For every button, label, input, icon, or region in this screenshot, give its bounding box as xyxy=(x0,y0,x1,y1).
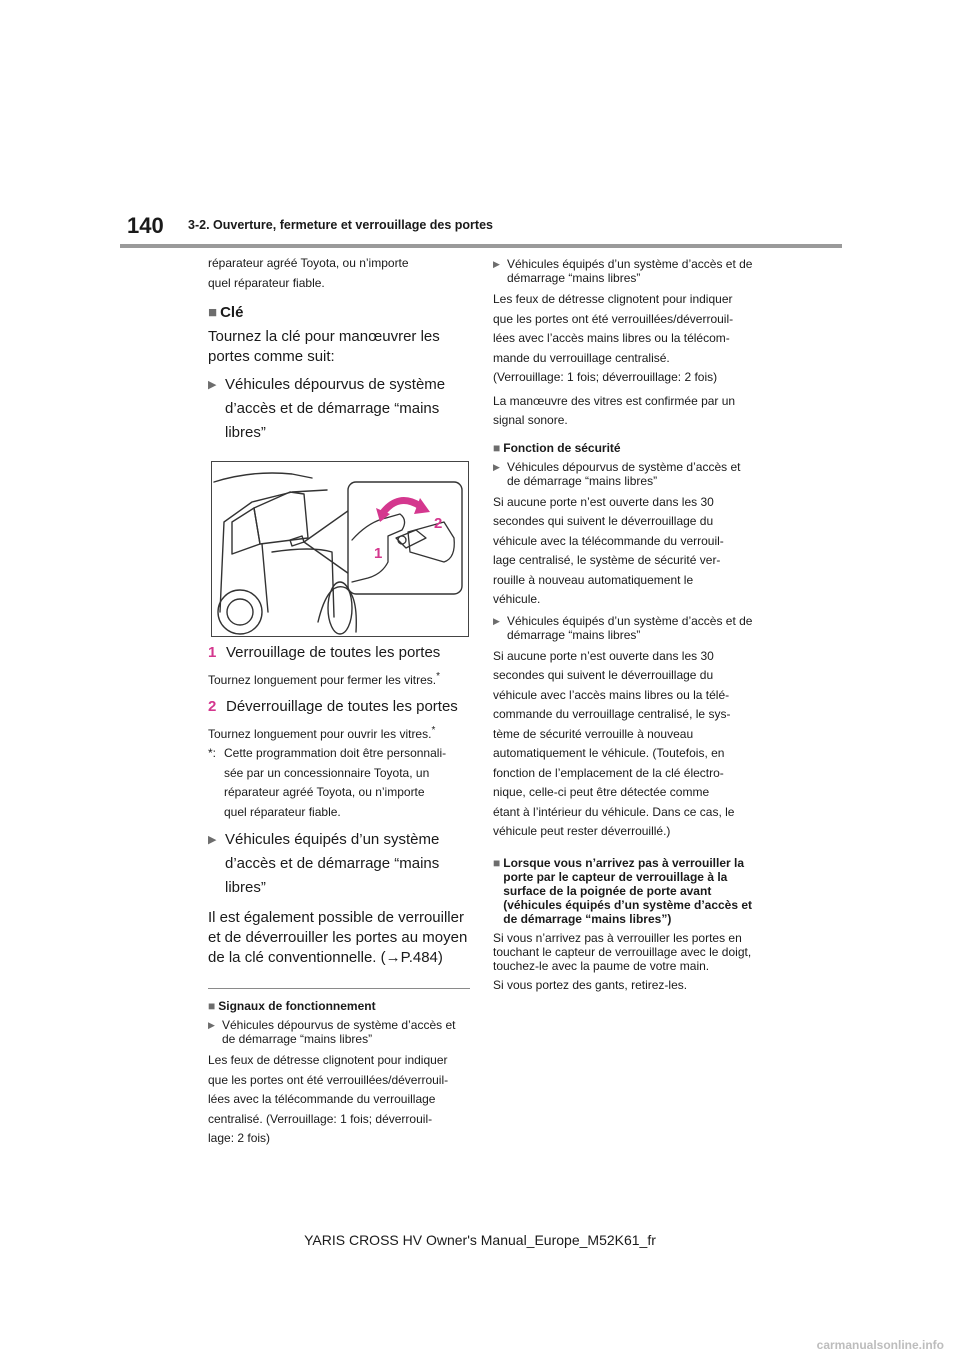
right-bullet-smart-key xyxy=(493,257,753,285)
text-line: commande du verrouillage centralisé, le sys- xyxy=(493,707,731,721)
text-line: lées avec l’accès mains libres ou la télécom- xyxy=(493,331,730,345)
text-line: signal sonore. xyxy=(493,413,568,427)
header-rule xyxy=(120,244,842,248)
intro-line: réparateur agréé Toyota, ou n’importe xyxy=(208,256,409,270)
conventional-key-sentence: Il est également possible de verrouiller et de déverrouiller les portes au moyen de la clé conventionnelle. ( xyxy=(208,909,468,966)
right-column xyxy=(493,254,753,997)
item-number: 1 xyxy=(208,644,217,661)
item-unlock xyxy=(208,697,470,717)
lorsque-heading xyxy=(493,856,753,926)
bullet-text: Véhicules équipés d’un système d’accès et de démarrage “mains libres” xyxy=(225,831,440,896)
door-seam xyxy=(262,544,268,612)
text-line: étant à l’intérieur du véhicule. Dans ce cas, le xyxy=(493,804,735,819)
footnote-line: réparateur agréé Toyota, ou n’importe xyxy=(224,785,425,799)
lorsque-heading-text: Lorsque vous n’arrivez pas à verrouiller la porte par le capteur de verrouillage à la surface de la poignée de porte avant (véhicules équipés d’un système d’accès et de démarrage “mains libres”) xyxy=(503,855,753,926)
item-number: 2 xyxy=(208,697,217,715)
footnote-text xyxy=(224,744,446,822)
bullet-text: Véhicules dépourvus de système d’accès et de démarrage “mains libres” xyxy=(225,376,446,441)
triangle-bullet-icon: ▶ xyxy=(208,1020,215,1030)
securite-text-1 xyxy=(493,493,753,610)
footnote xyxy=(208,744,470,822)
text-line: lage centralisé, le système de sécurité ver- xyxy=(493,553,721,567)
text-line: que les portes ont été verrouillées/déverrouil- xyxy=(208,1072,449,1087)
door-handle xyxy=(290,536,304,546)
page-number: 140 xyxy=(127,213,164,238)
square-bullet-icon: ■ xyxy=(493,440,501,455)
bullet-text: Véhicules dépourvus de système d’accès et de démarrage “mains libres” xyxy=(507,459,741,488)
securite-text-2 xyxy=(493,647,753,842)
securite-heading-text: Fonction de sécurité xyxy=(503,440,621,455)
text-line: tème de sécurité verrouille à nouveau xyxy=(493,726,694,741)
item-lock xyxy=(208,643,470,663)
car-door-illustration xyxy=(212,462,468,636)
bullet-text: Véhicules équipés d’un système d’accès et de démarrage “mains libres” xyxy=(507,257,753,285)
text-line: véhicule peut rester déverrouillé.) xyxy=(493,824,671,838)
manual-footer: YARIS CROSS HV Owner's Manual_Europe_M52K61_fr xyxy=(304,1232,656,1248)
text-line: nique, celle-ci peut être détectée comme xyxy=(493,785,710,799)
page-ref-link[interactable]: P.484) xyxy=(400,949,443,966)
footnote-mark: *: xyxy=(208,746,217,760)
watermark: carmanualsonline.info xyxy=(816,1338,944,1352)
footnote-line: sée par un concessionnaire Toyota, un xyxy=(224,765,430,780)
cle-text: Tournez la clé pour manœuvrer les portes comme suit: xyxy=(208,328,440,365)
text-line: Si aucune porte n’est ouverte dans les 30 xyxy=(493,494,714,509)
roof-line xyxy=(214,473,312,482)
bullet-smart-key xyxy=(208,828,470,900)
text-line: véhicule avec l’accès mains libres ou la télé- xyxy=(493,687,730,702)
text-line: véhicule avec la télécommande du verrouil- xyxy=(493,533,724,548)
callout-line-bottom xyxy=(304,542,352,576)
square-bullet-icon: ■ xyxy=(493,855,501,870)
intro-line: quel réparateur fiable. xyxy=(208,275,325,290)
gloves-text: Si vous portez des gants, retirez-les. xyxy=(493,977,688,992)
item-text: Verrouillage de toutes les portes xyxy=(226,644,441,661)
key-operation-figure xyxy=(211,461,469,637)
text-line: fonction de l’emplacement de la clé électro- xyxy=(493,765,724,780)
callout-line-top xyxy=(304,508,352,542)
windows-text xyxy=(493,392,753,431)
text-line: rouille à nouveau automatiquement le xyxy=(493,572,694,587)
bullet-no-smart-key xyxy=(208,373,470,445)
footnote-line: Cette programmation doit être personnali- xyxy=(224,746,447,760)
conventional-key-text xyxy=(208,908,470,968)
door-panel xyxy=(272,549,334,617)
text-line: secondes qui suivent le déverrouillage du xyxy=(493,514,714,528)
footnote-star: * xyxy=(436,671,441,682)
text-line: Les feux de détresse clignotent pour indiquer xyxy=(493,292,733,306)
text-line: lées avec la télécommande du verrouillage xyxy=(208,1092,436,1106)
triangle-bullet-icon: ▶ xyxy=(208,834,217,846)
arrow-icon: → xyxy=(385,949,401,966)
cle-heading-text: Clé xyxy=(220,304,244,321)
figure-label-1: 1 xyxy=(374,545,383,562)
item-unlock-note xyxy=(208,721,470,745)
text-line: Si aucune porte n’est ouverte dans les 30 xyxy=(493,648,714,663)
note-text: Tournez longuement pour ouvrir les vitres. xyxy=(208,726,432,741)
securite-bullet-2 xyxy=(493,614,753,642)
lorsque-text: Si vous n’arrivez pas à verrouiller les portes en touchant le capteur de verrouillage avec le doigt, touchez-le avec la paume de votre main. xyxy=(493,930,752,973)
rear-wheel xyxy=(218,590,262,634)
text-line: Les feux de détresse clignotent pour indiquer xyxy=(208,1053,448,1067)
figure-label-2: 2 xyxy=(434,515,443,532)
triangle-bullet-icon: ▶ xyxy=(208,379,217,391)
note-text: Tournez longuement pour fermer les vitres. xyxy=(208,673,437,687)
text-line: que les portes ont été verrouillées/déverrouil- xyxy=(493,311,734,326)
text-line: automatiquement le véhicule. (Toutefois, en xyxy=(493,746,725,760)
bullet-text: Véhicules équipés d’un système d’accès et de démarrage “mains libres” xyxy=(507,613,753,642)
signaux-bullet xyxy=(208,1018,470,1046)
signaux-heading-text: Signaux de fonctionnement xyxy=(218,999,376,1013)
square-bullet-icon: ■ xyxy=(208,999,216,1013)
hazard-text xyxy=(493,290,753,388)
footnote-star: * xyxy=(431,724,436,736)
text-line: secondes qui suivent le déverrouillage du xyxy=(493,668,714,682)
text-line: lage: 2 fois) xyxy=(208,1131,271,1145)
text-line: véhicule. xyxy=(493,592,541,606)
left-column xyxy=(208,254,470,1153)
securite-heading xyxy=(493,441,753,455)
section-title: 3-2. Ouverture, fermeture et verrouillage des portes xyxy=(188,218,493,232)
intro-text xyxy=(208,254,470,293)
triangle-bullet-icon: ▶ xyxy=(493,259,500,269)
text-line: La manœuvre des vitres est confirmée par un xyxy=(493,393,736,408)
text-line: mande du verrouillage centralisé. xyxy=(493,350,670,365)
item-text: Déverrouillage de toutes les portes xyxy=(226,697,458,715)
securite-bullet-1 xyxy=(493,460,753,488)
car-body-line xyxy=(220,490,327,612)
square-bullet-icon: ■ xyxy=(208,304,218,321)
triangle-bullet-icon: ▶ xyxy=(493,461,500,472)
item-lock-note xyxy=(208,667,470,691)
footnote-line: quel réparateur fiable. xyxy=(224,804,341,819)
text-line: (Verrouillage: 1 fois; déverrouillage: 2 fois) xyxy=(493,370,718,384)
bullet-text: Véhicules dépourvus de système d’accès et de démarrage “mains libres” xyxy=(222,1018,456,1046)
text-line: centralisé. (Verrouillage: 1 fois; déverrouil- xyxy=(208,1111,433,1126)
rear-wheel-rim xyxy=(227,599,253,625)
triangle-bullet-icon: ▶ xyxy=(493,615,500,626)
signaux-heading xyxy=(208,999,470,1013)
signaux-text xyxy=(208,1051,470,1149)
cle-heading xyxy=(208,303,470,323)
separator-rule xyxy=(208,988,470,989)
rear-window xyxy=(232,508,260,554)
